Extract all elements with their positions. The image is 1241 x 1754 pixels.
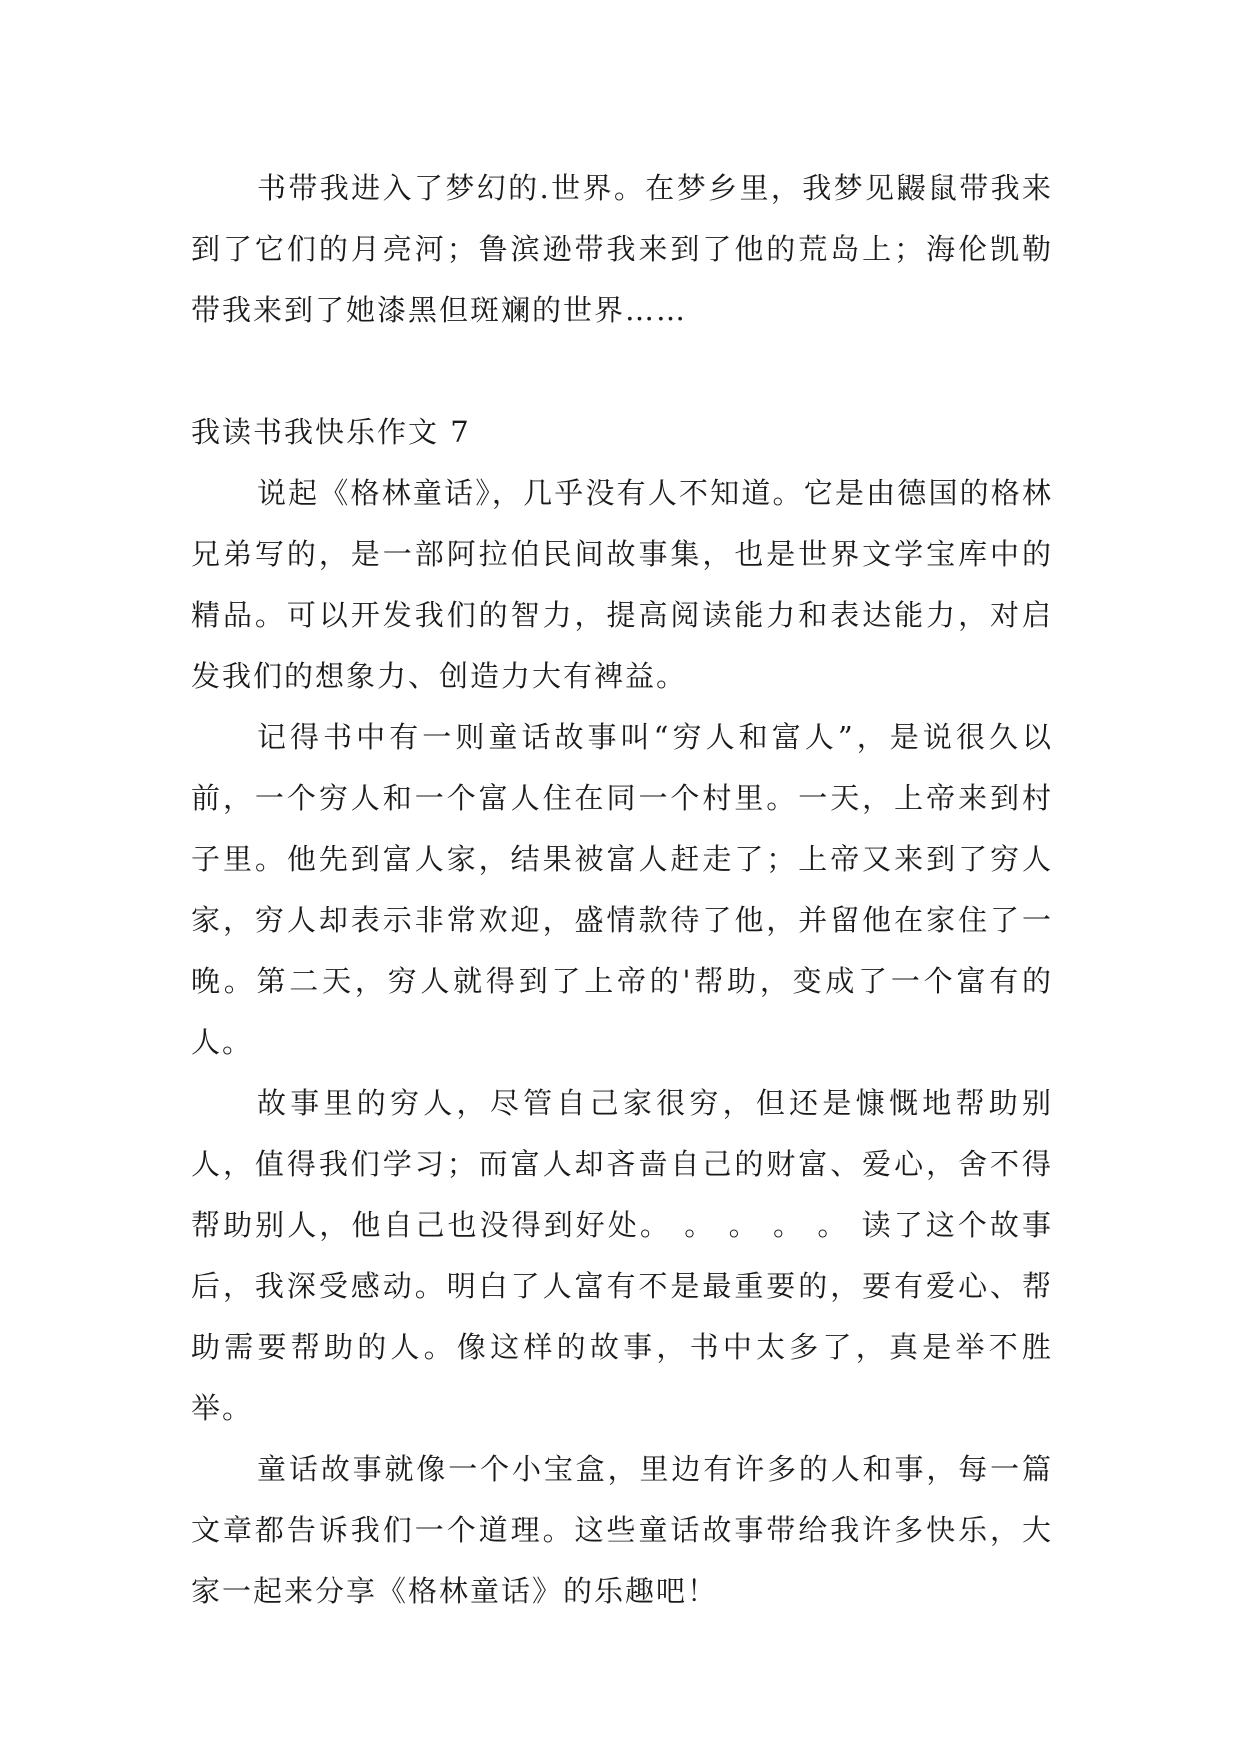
document-body [191,158,1053,1622]
paragraph-3: 故事里的穷人，尽管自己家很穷，但还是慷慨地帮助别人，值得我们学习；而富人却吝啬自己的财富、爱心，舍不得帮助别人，他自己也没得到好处。 。 。 。 。 读了这个故事后，我深受感动。明白了人富有不是最重要的，要有爱心、帮助需要帮助的人。像这样的故事，书中太多了，真是举不胜举。 [191,1086,1053,1425]
paragraph-4: 童话故事就像一个小宝盒，里边有许多的人和事，每一篇文章都告诉我们一个道理。这些童话故事带给我许多快乐，大家一起来分享《格林童话》的乐趣吧！ [191,1452,1053,1608]
intro-paragraph: 书带我进入了梦幻的.世界。在梦乡里，我梦见鼹鼠带我来到了它们的月亮河；鲁滨逊带我来到了他的荒岛上；海伦凯勒带我来到了她漆黑但斑斓的世界…… [191,171,1053,327]
section-title: 我读书我快乐作文 7 [191,415,471,449]
paragraph-2: 记得书中有一则童话故事叫“穷人和富人”，是说很久以前，一个穷人和一个富人住在同一个村里。一天，上帝来到村子里。他先到富人家，结果被富人赶走了；上帝又来到了穷人家，穷人却表示非常欢迎，盛情款待了他，并留他在家住了一晚。第二天，穷人就得到了上帝的'帮助，变成了一个富有的人。 [191,720,1053,1059]
paragraph-1: 说起《格林童话》，几乎没有人不知道。它是由德国的格林兄弟写的，是一部阿拉伯民间故事集，也是世界文学宝库中的精品。可以开发我们的智力，提高阅读能力和表达能力，对启发我们的想象力、创造力大有裨益。 [191,476,1053,693]
